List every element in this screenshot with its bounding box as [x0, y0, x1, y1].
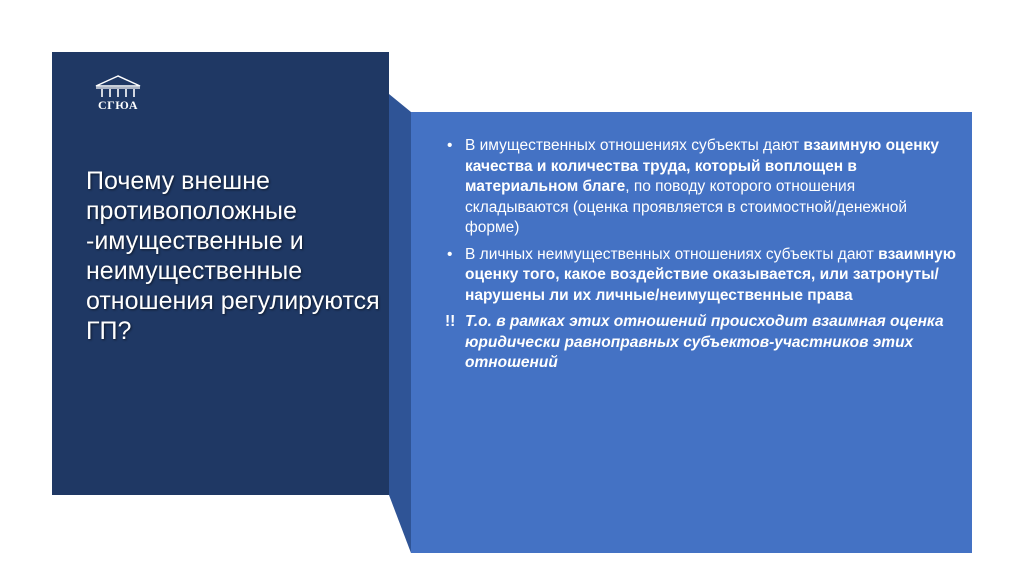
slide-title: Почему внешне противоположные -имущественные и неимущественные отношения регулируются ГП? — [86, 167, 380, 345]
bullet: • — [447, 137, 453, 154]
building-icon — [88, 74, 148, 100]
note-text: Т.о. в рамках этих отношений происходит взаимная оценка юридически равноправных субъектов-участников этих отношений — [465, 313, 944, 371]
logo-text: СГЮА — [97, 98, 139, 112]
item-text-continued: , по поводу которого отношения складываются (оценка проявляется в стоимостной/денежной форме) — [465, 178, 908, 236]
list-item — [447, 136, 957, 239]
logo — [88, 74, 148, 120]
conclusion-note — [447, 312, 957, 374]
list-item — [447, 245, 957, 307]
content-panel — [411, 112, 972, 553]
item-text: В личных неимущественных отношениях субъекты дают — [465, 245, 879, 263]
note-mark: !! — [445, 313, 456, 330]
item-emphasis: взаимную оценку того, какое воздействие оказывается, или затронуты/нарушены ли их личные/неимущественные права — [465, 245, 957, 304]
item-emphasis: взаимную оценку качества и количества труда, который воплощен в материальном благе — [465, 137, 939, 195]
title-panel — [52, 52, 389, 495]
content-list — [447, 136, 957, 374]
bullet: • — [447, 245, 453, 263]
item-text: В имущественных отношениях субъекты дают — [465, 137, 804, 154]
